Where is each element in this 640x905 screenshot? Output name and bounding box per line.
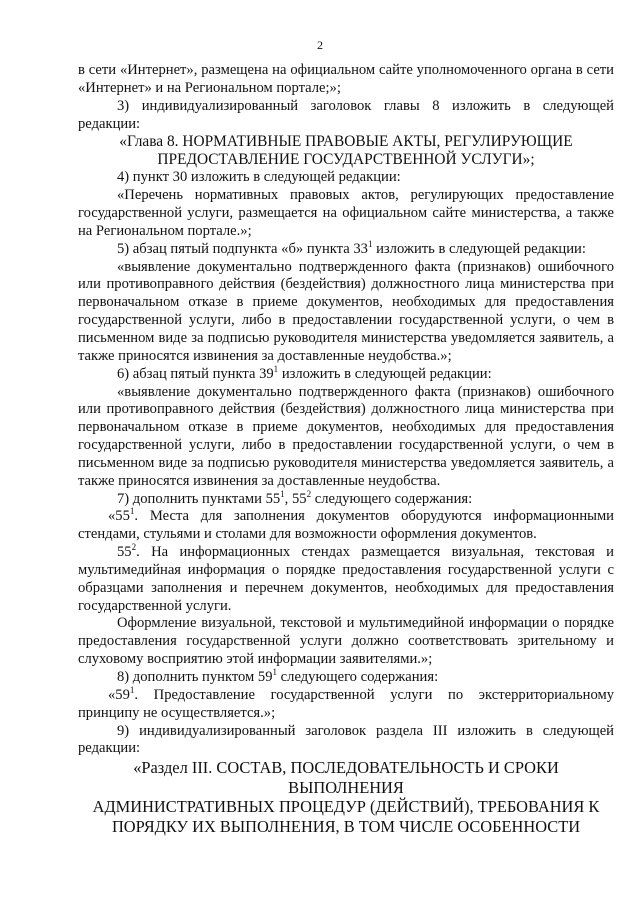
paragraph-item-30-text: «Перечень нормативных правовых актов, регулирующих предоставление государственной услуги, размещается на официальном сайте министерства, а также на Региональном портале.»; bbox=[78, 187, 614, 239]
item-5-text-end: изложить в следующей редакции: bbox=[372, 240, 586, 257]
item-6-text: 6) абзац пятый пункта 39 bbox=[117, 365, 274, 382]
superscript: 1 bbox=[273, 363, 279, 374]
paragraph-item-8 bbox=[78, 669, 614, 687]
paragraph-item-5 bbox=[78, 238, 614, 259]
item-8-text-end: следующего содержания: bbox=[277, 669, 439, 685]
heading-chapter-8-line-1: «Глава 8. НОРМАТИВНЫЕ ПРАВОВЫЕ АКТЫ, РЕГУЛИРУЮЩИЕ bbox=[119, 133, 573, 151]
item-7-text-end: следующего содержания: bbox=[311, 490, 473, 507]
item-7-text-mid: , 55 bbox=[284, 490, 307, 507]
superscript: 1 bbox=[280, 488, 285, 499]
paragraph-item-6 bbox=[78, 363, 614, 384]
paragraph-item-3: 3) индивидуализированный заголовок главы 8 изложить в следующей редакции: bbox=[78, 97, 614, 132]
superscript: 1 bbox=[367, 238, 373, 249]
superscript: 1 bbox=[129, 506, 135, 517]
paragraph-portal: в сети «Интернет», размещена на официальном сайте уполномоченного органа в сети «Интернет» и на Региональном портале;»; bbox=[78, 62, 614, 96]
item-55-2-text: . На информационных стендах размещается визуальная, текстовая и мультимедийная информация о порядке предоставления государственной услуги с образцами заполнения и перечнем документов, необходимых для предоставления государственной услуги. bbox=[78, 544, 614, 614]
item-5-text: 5) абзац пятый подпункта «б» пункта 33 bbox=[117, 240, 368, 257]
heading-section-3-line-1: «Раздел III. СОСТАВ, ПОСЛЕДОВАТЕЛЬНОСТЬ И СРОКИ ВЫПОЛНЕНИЯ bbox=[133, 758, 559, 797]
paragraph-item-39-text: «выявление документально подтвержденного факта (признаков) ошибочного или противоправного действия (бездействия) должностного лица министерства при первоначальном отказе в приеме документов, необходимых для предоставления государственной услуги, либо в предоставлении государственной услуги, о чем в письменном виде за подписью руководителя министерства уведомляется заявитель, а также приносятся извинения за доставленные неудобства. bbox=[78, 383, 614, 489]
item-59-1-number: «59 bbox=[108, 686, 130, 703]
heading-chapter-8 bbox=[78, 133, 614, 169]
item-8-text: 8) дополнить пунктом 59 bbox=[117, 669, 273, 685]
paragraph-item-9: 9) индивидуализированный заголовок раздела III изложить в следующей редакции: bbox=[78, 722, 614, 757]
superscript: 1 bbox=[272, 667, 278, 678]
heading-section-3 bbox=[78, 758, 614, 836]
item-6-text-end: изложить в следующей редакции: bbox=[278, 365, 492, 382]
superscript: 2 bbox=[306, 488, 312, 499]
paragraph-item-4: 4) пункт 30 изложить в следующей редакции: bbox=[117, 169, 401, 186]
superscript: 1 bbox=[129, 684, 135, 695]
paragraph-59-1 bbox=[78, 684, 614, 723]
item-55-1-text: . Места для заполнения документов оборудуются информационными стендами, стульями и столами для возможности оформления документов. bbox=[78, 508, 614, 543]
paragraph-item-7 bbox=[78, 488, 614, 509]
heading-section-3-line-3: ПОРЯДКУ ИХ ВЫПОЛНЕНИЯ, В ТОМ ЧИСЛЕ ОСОБЕННОСТИ bbox=[111, 816, 581, 836]
heading-chapter-8-line-2: ПРЕДОСТАВЛЕНИЕ ГОСУДАРСТВЕННОЙ УСЛУГИ»; bbox=[157, 151, 535, 169]
paragraph-design-info: Оформление визуальной, текстовой и мультимедийной информации о порядке предоставления государственной услуги должно соответствовать зрительному и слуховому восприятию этой информации заявителями.»; bbox=[78, 615, 614, 668]
heading-section-3-line-2: АДМИНИСТРАТИВНЫХ ПРОЦЕДУР (ДЕЙСТВИЙ), ТРЕБОВАНИЯ К bbox=[92, 797, 600, 817]
paragraph-55-2 bbox=[78, 544, 614, 615]
paragraph-55-1 bbox=[78, 508, 614, 544]
item-55-2-number: 55 bbox=[117, 544, 132, 561]
document-body bbox=[78, 62, 614, 836]
page-number: 2 bbox=[317, 38, 323, 52]
paragraph-item-33-text: «выявление документально подтвержденного факта (признаков) ошибочного или противоправного действия (бездействия) должностного лица министерства при первоначальном отказе в приеме документов, необходимых для предоставления государственной услуги, либо в предоставлении государственной услуги, о чем в письменном виде за подписью руководителя министерства уведомляется заявитель, а также приносятся извинения за доставленные неудобства.»; bbox=[78, 258, 614, 364]
superscript: 2 bbox=[131, 542, 137, 553]
item-59-1-text: . Предоставление государственной услуги по экстерриториальному принципу не осуществляется.»; bbox=[78, 686, 614, 721]
item-7-text: 7) дополнить пунктами 55 bbox=[117, 490, 281, 507]
item-55-1-number: «55 bbox=[108, 508, 130, 525]
